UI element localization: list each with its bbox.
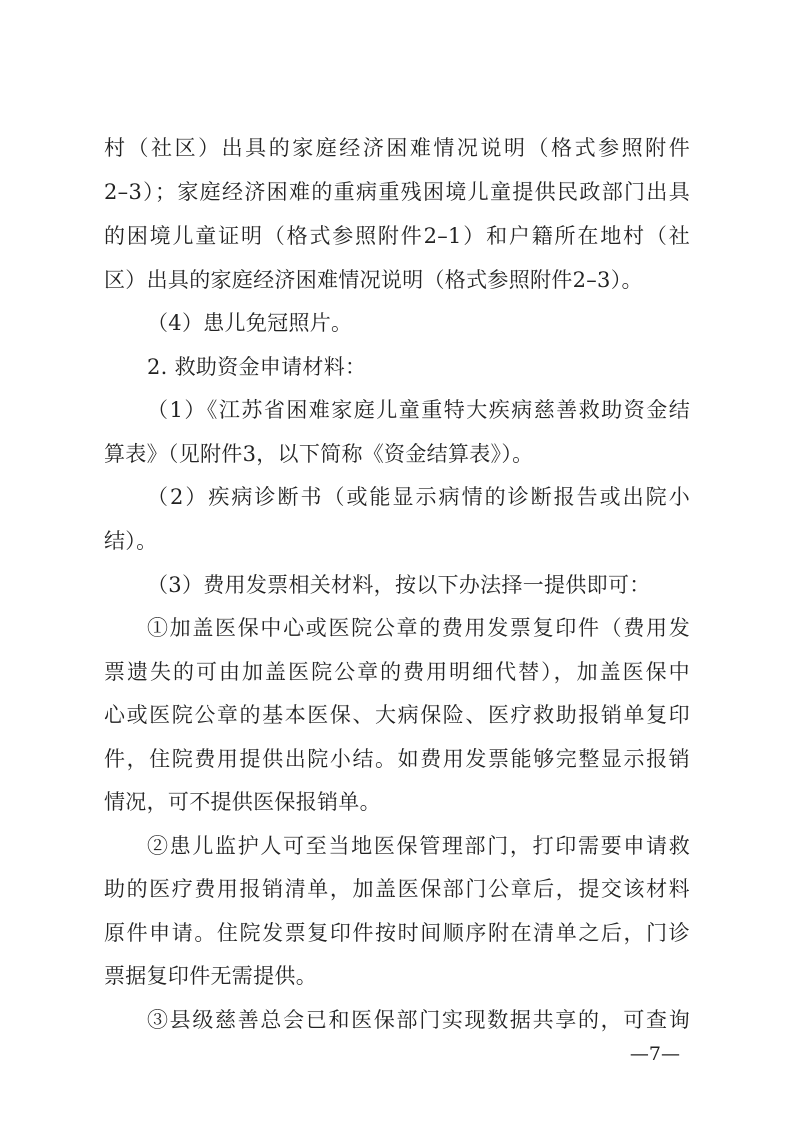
text-line-8: 算表》（见附件3，以下简称《资金结算表》）。 <box>104 442 534 466</box>
section-heading: 2. 救助资金申请材料： <box>147 355 367 379</box>
text-line-2: 2–3）；家庭经济困难的重病重残困境儿童提供民政部门出具 <box>104 180 690 204</box>
text-line-3: 的困境儿童证明（格式参照附件2–1）和户籍所在地村（社 <box>104 224 690 248</box>
text-line-21: ③县级慈善总会已和医保部门实现数据共享的，可查询 <box>147 1008 690 1032</box>
text-line-17: ②患儿监护人可至当地医保管理部门，打印需要申请救 <box>147 834 690 858</box>
text-line-4: 区）出具的家庭经济困难情况说明（格式参照附件2–3）。 <box>104 268 643 292</box>
text-line-18: 助的医疗费用报销清单，加盖医保部门公章后，提交该材料 <box>104 877 690 901</box>
text-line-9: （2）疾病诊断书（或能显示病情的诊断报告或出院小 <box>147 485 690 509</box>
text-line-7: （1）《江苏省困难家庭儿童重特大疾病慈善救助资金结 <box>147 398 690 422</box>
text-line-12: ①加盖医保中心或医院公章的费用发票复印件（费用发 <box>147 616 690 640</box>
text-line-10: 结）。 <box>104 529 158 553</box>
text-line-19: 原件申请。住院发票复印件按时间顺序附在清单之后，门诊 <box>104 921 690 945</box>
text-line-14: 心或医院公章的基本医保、大病保险、医疗救助报销单复印 <box>104 703 690 727</box>
text-line-15: 件，住院费用提供出院小结。如费用发票能够完整显示报销 <box>104 747 690 771</box>
text-line-1: 村（社区）出具的家庭经济困难情况说明（格式参照附件 <box>104 136 690 160</box>
text-line-13: 票遗失的可由加盖医院公章的费用明细代替），加盖医保中 <box>104 660 690 684</box>
page-number: —7— <box>629 1043 680 1065</box>
text-line-16: 情况，可不提供医保报销单。 <box>104 790 381 814</box>
text-line-11: （3）费用发票相关材料，按以下办法择一提供即可： <box>147 573 651 597</box>
text-line-20: 票据复印件无需提供。 <box>104 964 317 988</box>
text-line-5: （4）患儿免冠照片。 <box>147 311 353 335</box>
